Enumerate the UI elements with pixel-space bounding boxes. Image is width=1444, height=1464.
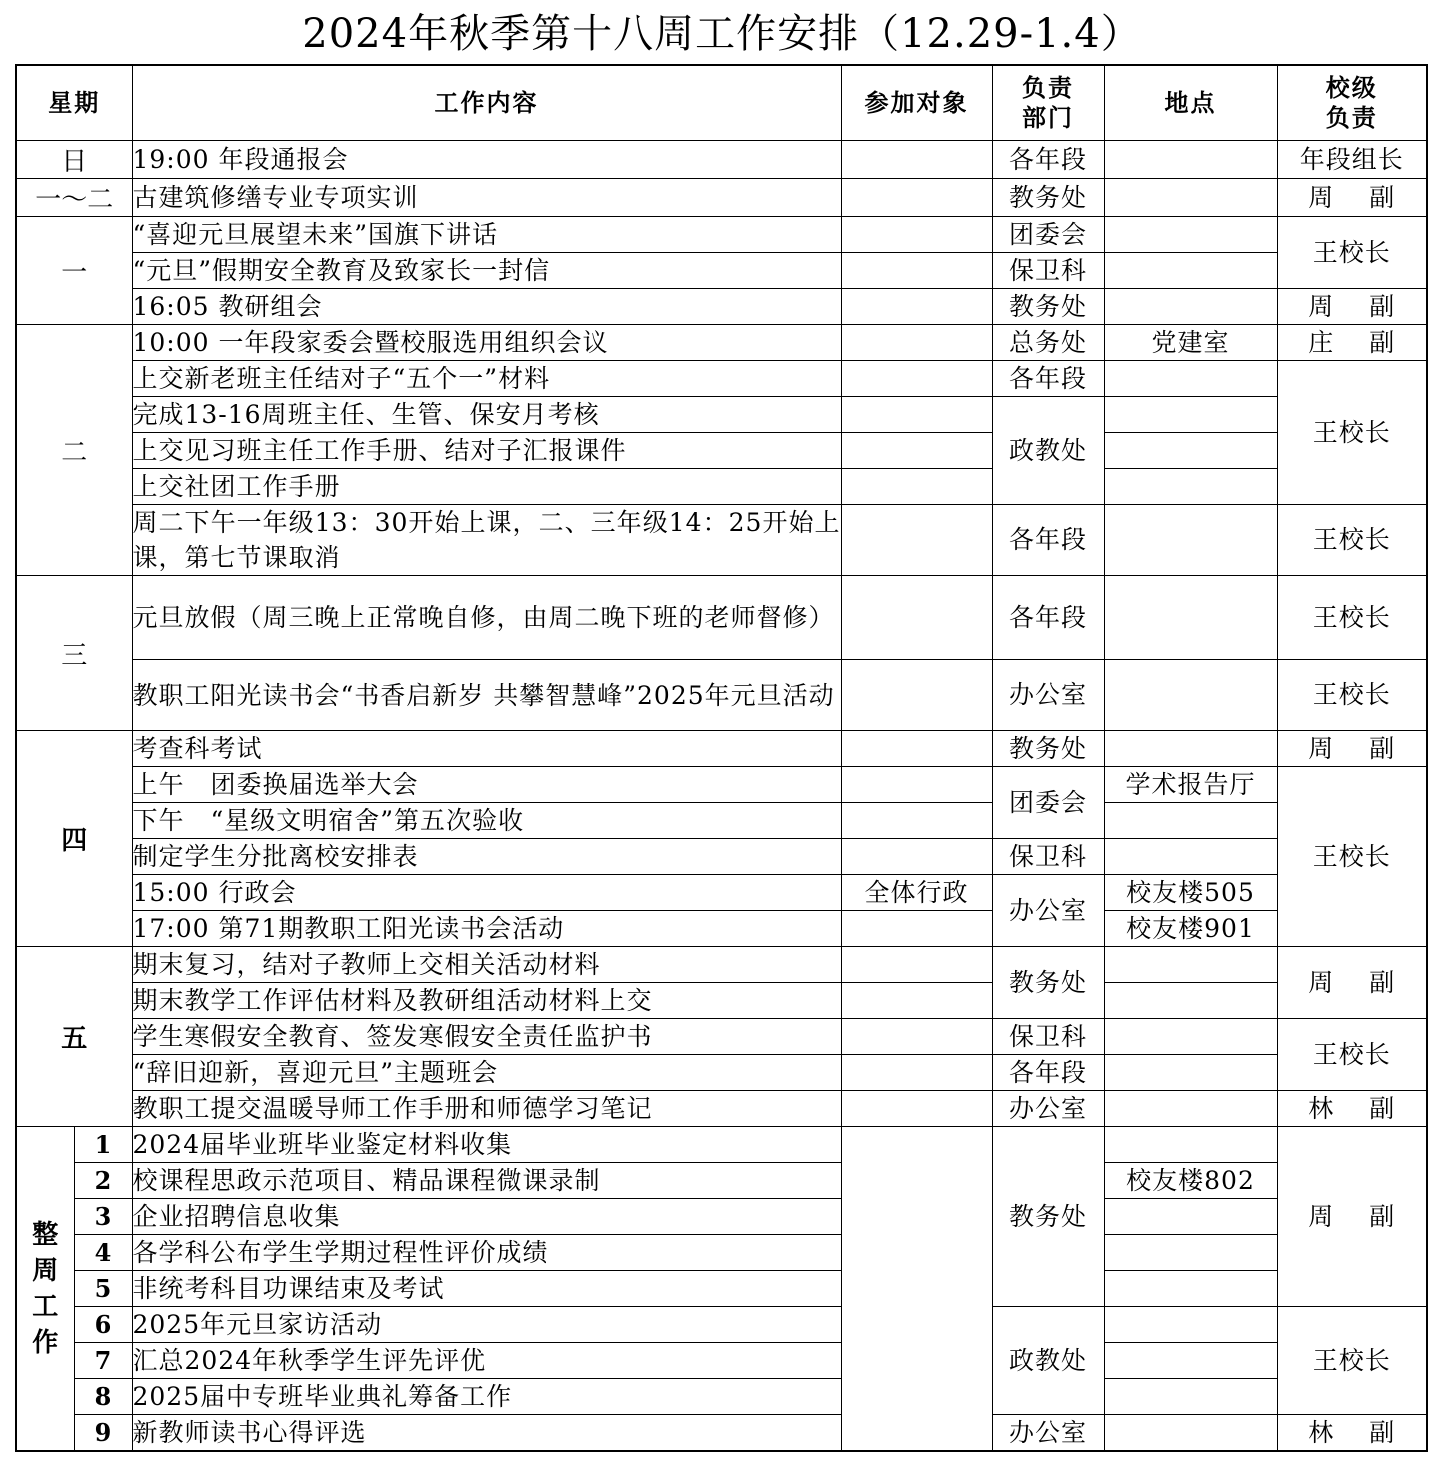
task-leader: 王校长 xyxy=(1277,217,1427,289)
task-dept: 办公室 xyxy=(992,875,1104,947)
task-content: 期末教学工作评估材料及教研组活动材料上交 xyxy=(132,983,841,1019)
task-content: 19:00 年段通报会 xyxy=(132,141,841,179)
task-content: 上午 团委换届选举大会 xyxy=(132,767,841,803)
task-leader: 周 副 xyxy=(1277,947,1427,1019)
task-participants xyxy=(841,1091,992,1127)
task-location xyxy=(1104,469,1277,505)
task-dept: 各年段 xyxy=(992,141,1104,179)
task-location xyxy=(1104,433,1277,469)
task-leader: 王校长 xyxy=(1277,1019,1427,1091)
task-location: 校友楼901 xyxy=(1104,911,1277,947)
table-row xyxy=(16,217,1427,253)
task-participants xyxy=(841,660,992,731)
row-number: 5 xyxy=(74,1271,132,1307)
task-dept: 各年段 xyxy=(992,1055,1104,1091)
day-mon-tue: 一～二 xyxy=(16,179,132,217)
table-row xyxy=(16,361,1427,397)
table-row xyxy=(16,1415,1427,1452)
header-location: 地点 xyxy=(1104,65,1277,141)
task-participants xyxy=(841,505,992,576)
task-location xyxy=(1104,983,1277,1019)
task-location: 党建室 xyxy=(1104,325,1277,361)
table-row xyxy=(16,1271,1427,1307)
task-participants xyxy=(841,803,992,839)
row-number: 1 xyxy=(74,1127,132,1163)
table-header xyxy=(16,65,1427,141)
task-dept: 政教处 xyxy=(992,1307,1104,1415)
task-location xyxy=(1104,179,1277,217)
task-content: 下午 “星级文明宿舍”第五次验收 xyxy=(132,803,841,839)
task-location xyxy=(1104,660,1277,731)
table-row xyxy=(16,433,1427,469)
page-title: 2024年秋季第十八周工作安排（12.29-1.4） xyxy=(302,11,1142,57)
task-dept: 保卫科 xyxy=(992,1019,1104,1055)
task-leader: 王校长 xyxy=(1277,767,1427,947)
row-number: 6 xyxy=(74,1307,132,1343)
task-content: 非统考科目功课结束及考试 xyxy=(132,1271,841,1307)
row-number: 2 xyxy=(74,1163,132,1199)
table-row xyxy=(16,803,1427,839)
task-content: 各学科公布学生学期过程性评价成绩 xyxy=(132,1235,841,1271)
task-location xyxy=(1104,289,1277,325)
table-row xyxy=(16,1091,1427,1127)
task-location xyxy=(1104,1307,1277,1343)
task-dept: 保卫科 xyxy=(992,253,1104,289)
table-row xyxy=(16,1019,1427,1055)
table-row xyxy=(16,1199,1427,1235)
table-row xyxy=(16,1343,1427,1379)
task-leader: 林 副 xyxy=(1277,1415,1427,1452)
table-row xyxy=(16,289,1427,325)
table-row xyxy=(16,983,1427,1019)
task-participants xyxy=(841,469,992,505)
task-location xyxy=(1104,1127,1277,1163)
task-content: 制定学生分批离校安排表 xyxy=(132,839,841,875)
task-content: 企业招聘信息收集 xyxy=(132,1199,841,1235)
task-dept: 教务处 xyxy=(992,289,1104,325)
day-friday: 五 xyxy=(16,947,132,1127)
table-row xyxy=(16,660,1427,731)
task-content: 考查科考试 xyxy=(132,731,841,767)
task-location: 校友楼505 xyxy=(1104,875,1277,911)
task-dept: 教务处 xyxy=(992,179,1104,217)
task-content: 16:05 教研组会 xyxy=(132,289,841,325)
task-location xyxy=(1104,1199,1277,1235)
task-content: 上交社团工作手册 xyxy=(132,469,841,505)
task-participants xyxy=(841,325,992,361)
task-dept: 教务处 xyxy=(992,731,1104,767)
task-participants xyxy=(841,179,992,217)
header-participants: 参加对象 xyxy=(841,65,992,141)
task-participants xyxy=(841,397,992,433)
table-row xyxy=(16,731,1427,767)
task-participants xyxy=(841,1127,992,1452)
task-participants xyxy=(841,361,992,397)
row-number: 3 xyxy=(74,1199,132,1235)
table-row xyxy=(16,1379,1427,1415)
task-content: 10:00 一年段家委会暨校服选用组织会议 xyxy=(132,325,841,361)
table-row xyxy=(16,253,1427,289)
task-participants xyxy=(841,1019,992,1055)
task-location xyxy=(1104,1019,1277,1055)
task-content: 期末复习，结对子教师上交相关活动材料 xyxy=(132,947,841,983)
table-row xyxy=(16,1163,1427,1199)
task-participants xyxy=(841,289,992,325)
table-row xyxy=(16,875,1427,911)
day-whole-week: 整周工作 xyxy=(16,1127,74,1452)
task-participants xyxy=(841,983,992,1019)
table-row xyxy=(16,767,1427,803)
task-location xyxy=(1104,947,1277,983)
task-leader: 周 副 xyxy=(1277,731,1427,767)
day-wednesday: 三 xyxy=(16,576,132,731)
task-location xyxy=(1104,217,1277,253)
task-dept: 教务处 xyxy=(992,1127,1104,1307)
row-number: 8 xyxy=(74,1379,132,1415)
task-participants xyxy=(841,141,992,179)
task-location xyxy=(1104,803,1277,839)
task-participants xyxy=(841,253,992,289)
task-location: 校友楼802 xyxy=(1104,1163,1277,1199)
day-tuesday: 二 xyxy=(16,325,132,576)
task-location: 学术报告厅 xyxy=(1104,767,1277,803)
table-row xyxy=(16,1307,1427,1343)
header-leader: 校级负责 xyxy=(1277,65,1427,141)
task-content: 汇总2024年秋季学生评先评优 xyxy=(132,1343,841,1379)
task-location xyxy=(1104,839,1277,875)
day-monday: 一 xyxy=(16,217,132,325)
task-leader: 周 副 xyxy=(1277,1127,1427,1307)
table-row xyxy=(16,1055,1427,1091)
task-dept: 总务处 xyxy=(992,325,1104,361)
task-content: 2025年元旦家访活动 xyxy=(132,1307,841,1343)
task-leader: 王校长 xyxy=(1277,576,1427,660)
task-content: 2025届中专班毕业典礼筹备工作 xyxy=(132,1379,841,1415)
task-leader: 周 副 xyxy=(1277,179,1427,217)
task-content: 完成13-16周班主任、生管、保安月考核 xyxy=(132,397,841,433)
task-dept: 团委会 xyxy=(992,767,1104,839)
task-participants xyxy=(841,576,992,660)
task-location xyxy=(1104,1271,1277,1307)
task-location xyxy=(1104,576,1277,660)
task-dept: 教务处 xyxy=(992,947,1104,1019)
task-dept: 各年段 xyxy=(992,576,1104,660)
task-content: 教职工提交温暖导师工作手册和师德学习笔记 xyxy=(132,1091,841,1127)
task-participants xyxy=(841,217,992,253)
task-content: 15:00 行政会 xyxy=(132,875,841,911)
task-location xyxy=(1104,1055,1277,1091)
task-dept: 办公室 xyxy=(992,1415,1104,1452)
task-content: 17:00 第71期教职工阳光读书会活动 xyxy=(132,911,841,947)
table-row xyxy=(16,576,1427,660)
task-dept: 各年段 xyxy=(992,505,1104,576)
table-row xyxy=(16,325,1427,361)
task-dept: 保卫科 xyxy=(992,839,1104,875)
task-participants xyxy=(841,911,992,947)
task-participants xyxy=(841,839,992,875)
task-location xyxy=(1104,731,1277,767)
task-location xyxy=(1104,1379,1277,1415)
task-location xyxy=(1104,397,1277,433)
task-dept: 办公室 xyxy=(992,660,1104,731)
task-dept: 政教处 xyxy=(992,397,1104,505)
task-location xyxy=(1104,253,1277,289)
table-row xyxy=(16,911,1427,947)
task-content: 上交见习班主任工作手册、结对子汇报课件 xyxy=(132,433,841,469)
table-row xyxy=(16,1127,1427,1163)
task-location xyxy=(1104,1235,1277,1271)
table-row xyxy=(16,469,1427,505)
task-location xyxy=(1104,141,1277,179)
row-number: 4 xyxy=(74,1235,132,1271)
task-participants xyxy=(841,731,992,767)
task-location xyxy=(1104,361,1277,397)
table-row xyxy=(16,947,1427,983)
task-participants xyxy=(841,433,992,469)
task-dept: 办公室 xyxy=(992,1091,1104,1127)
task-content: 上交新老班主任结对子“五个一”材料 xyxy=(132,361,841,397)
task-content: 古建筑修缮专业专项实训 xyxy=(132,179,841,217)
task-participants xyxy=(841,767,992,803)
day-sunday: 日 xyxy=(16,141,132,179)
table-row xyxy=(16,839,1427,875)
table-row xyxy=(16,141,1427,179)
task-leader: 年段组长 xyxy=(1277,141,1427,179)
row-number: 7 xyxy=(74,1343,132,1379)
table-row xyxy=(16,1235,1427,1271)
task-dept: 团委会 xyxy=(992,217,1104,253)
task-content: “元旦”假期安全教育及致家长一封信 xyxy=(132,253,841,289)
task-content: “辞旧迎新，喜迎元旦”主题班会 xyxy=(132,1055,841,1091)
day-thursday: 四 xyxy=(16,731,132,947)
task-participants: 全体行政 xyxy=(841,875,992,911)
task-content: 元旦放假（周三晚上正常晚自修，由周二晚下班的老师督修） xyxy=(132,576,841,660)
task-location xyxy=(1104,505,1277,576)
task-leader: 王校长 xyxy=(1277,505,1427,576)
task-content: “喜迎元旦展望未来”国旗下讲话 xyxy=(132,217,841,253)
header-day: 星期 xyxy=(16,65,132,141)
task-content: 新教师读书心得评选 xyxy=(132,1415,841,1452)
task-leader: 王校长 xyxy=(1277,361,1427,505)
header-dept: 负责部门 xyxy=(992,65,1104,141)
task-participants xyxy=(841,1055,992,1091)
task-location xyxy=(1104,1415,1277,1452)
task-leader: 王校长 xyxy=(1277,660,1427,731)
task-participants xyxy=(841,947,992,983)
task-dept: 各年段 xyxy=(992,361,1104,397)
task-leader: 周 副 xyxy=(1277,289,1427,325)
table-row xyxy=(16,397,1427,433)
task-content: 教职工阳光读书会“书香启新岁 共攀智慧峰”2025年元旦活动 xyxy=(132,660,841,731)
table-row xyxy=(16,505,1427,576)
task-location xyxy=(1104,1343,1277,1379)
row-number: 9 xyxy=(74,1415,132,1452)
task-leader: 庄 副 xyxy=(1277,325,1427,361)
task-content: 2024届毕业班毕业鉴定材料收集 xyxy=(132,1127,841,1163)
task-leader: 林 副 xyxy=(1277,1091,1427,1127)
task-content: 学生寒假安全教育、签发寒假安全责任监护书 xyxy=(132,1019,841,1055)
task-content: 校课程思政示范项目、精品课程微课录制 xyxy=(132,1163,841,1199)
header-content: 工作内容 xyxy=(132,65,841,141)
table-row xyxy=(16,179,1427,217)
task-leader: 王校长 xyxy=(1277,1307,1427,1415)
schedule-table xyxy=(15,64,1428,1452)
task-content: 周二下午一年级13：30开始上课，二、三年级14：25开始上课，第七节课取消 xyxy=(132,505,841,576)
task-location xyxy=(1104,1091,1277,1127)
